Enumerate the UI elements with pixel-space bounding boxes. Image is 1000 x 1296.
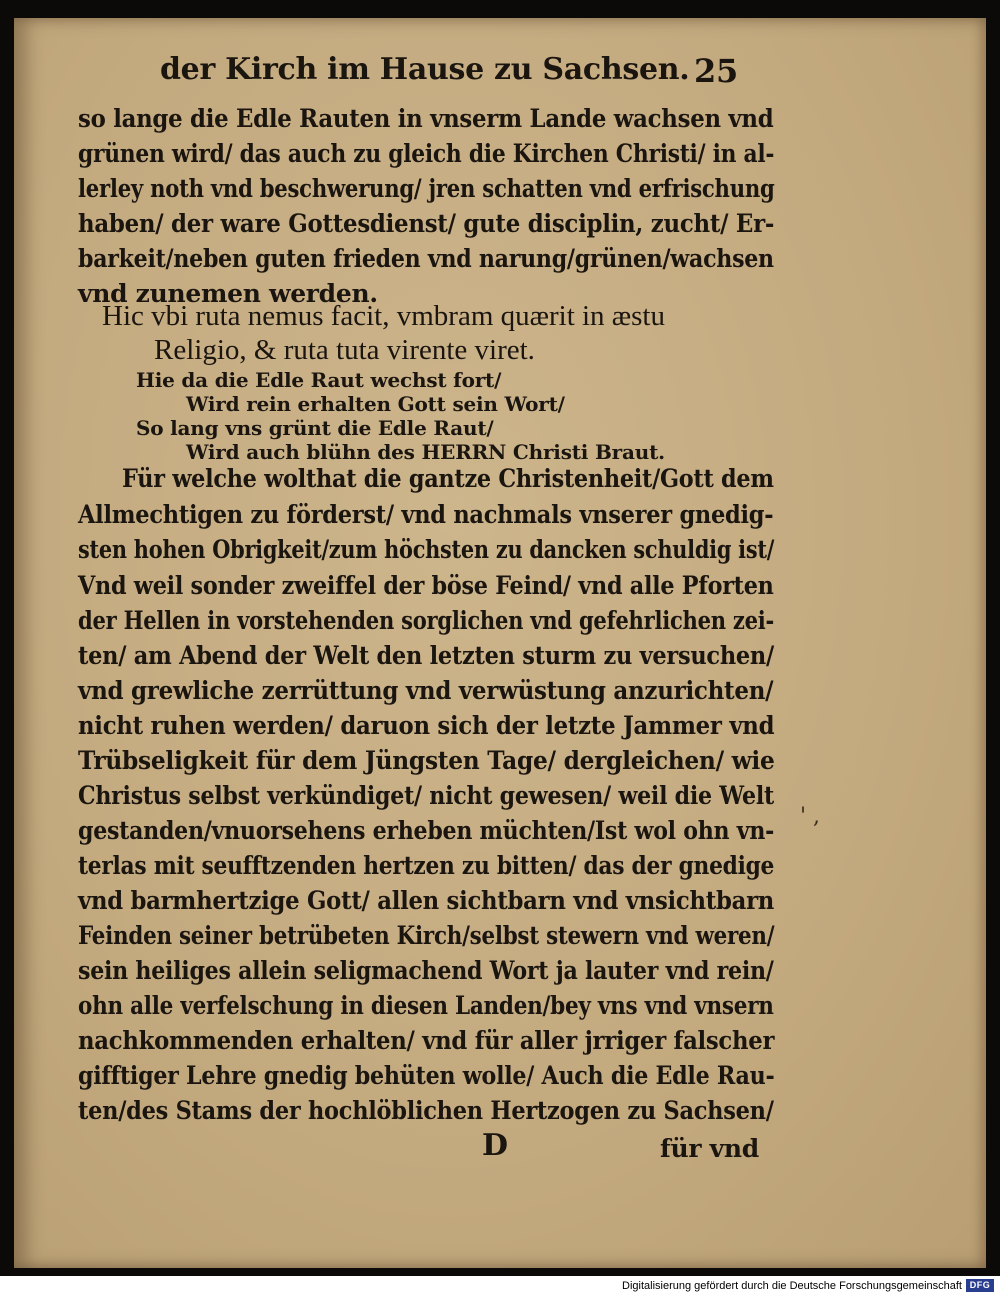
page-text: [14, 18, 986, 1268]
dfg-logo: DFG: [966, 1279, 994, 1292]
german-verse-line: Wird auch blühn des HERRN Christi Braut.: [186, 440, 665, 464]
book-page: [14, 18, 986, 1268]
text-line: vnd barmhertzige Gott/ allen sichtbarn vnd vnsichtbarn: [78, 886, 775, 915]
text-line: grünen wird/ das auch zu gleich die Kirchen Christi/ in al-: [78, 139, 775, 168]
text-line: Feinden seiner betrübeten Kirch/selbst stewern vnd weren/: [78, 921, 775, 950]
text-line: Vnd weil sonder zweiffel der böse Feind/ vnd alle Pforten: [78, 571, 774, 600]
text-line: ohn alle verfelschung in diesen Landen/bey vns vnd vnsern: [78, 991, 774, 1020]
text-line: nicht ruhen werden/ daruon sich der letzte Jammer vnd: [78, 711, 775, 740]
text-line: ten/des Stams der hochlöblichen Hertzogen zu Sachsen/: [78, 1096, 774, 1125]
latin-verse-line: Religio, & ruta tuta virente viret.: [154, 334, 535, 366]
page-number: 25: [694, 52, 738, 90]
text-line: so lange die Edle Rauten in vnserm Lande wachsen vnd: [78, 104, 774, 133]
german-verse-line: Wird rein erhalten Gott sein Wort/: [186, 392, 565, 416]
text-line: sten hohen Obrigkeit/zum höchsten zu dancken schuldig ist/: [78, 535, 775, 564]
text-line: haben/ der ware Gottesdienst/ gute disciplin, zucht/ Er-: [78, 209, 775, 238]
text-line: sein heiliges allein seligmachend Wort ja lauter vnd rein/: [78, 956, 774, 985]
text-line: gifftiger Lehre gnedig behüten wolle/ Auch die Edle Rau-: [78, 1061, 775, 1090]
text-line: ten/ am Abend der Welt den letzten sturm zu versuchen/: [78, 641, 774, 670]
text-line: Trübseligkeit für dem Jüngsten Tage/ dergleichen/ wie: [78, 746, 775, 775]
text-line: vnd grewliche zerrüttung vnd verwüstung anzurichten/: [78, 676, 774, 705]
ink-speck-mark: ' ,: [800, 804, 821, 829]
catchword: für vnd: [660, 1134, 759, 1163]
text-line: Allmechtigen zu förderst/ vnd nachmals vnserer gnedig-: [78, 500, 774, 529]
text-line: barkeit/neben guten frieden vnd narung/grünen/wachsen: [78, 244, 774, 273]
text-line: lerley noth vnd beschwerung/ jren schatten vnd erfrischung: [78, 174, 775, 203]
footer-credit: Digitalisierung gefördert durch die Deutsche Forschungsgemeinschaft: [622, 1280, 962, 1292]
text-line: Christus selbst verkündiget/ nicht gewesen/ weil die Welt: [78, 781, 774, 810]
text-line: vnd zunemen werden.: [78, 279, 378, 308]
german-verse-line: Hie da die Edle Raut wechst fort/: [136, 368, 502, 392]
text-line: terlas mit seufftzenden hertzen zu bitten/ das der gnedige: [78, 851, 775, 880]
signature-mark: D: [482, 1128, 508, 1163]
text-line: nachkommenden erhalten/ vnd für aller jrriger falscher: [78, 1026, 775, 1055]
running-header: der Kirch im Hause zu Sachsen.: [160, 52, 690, 87]
text-line: der Hellen in vorstehenden sorglichen vnd gefehrlichen zei-: [78, 606, 775, 635]
text-line: Für welche wolthat die gantze Christenheit/Gott dem: [122, 464, 774, 493]
latin-verse-line: Hic vbi ruta nemus facit, vmbram quærit in æstu: [102, 300, 665, 332]
footer-bar: [0, 1276, 1000, 1296]
text-line: gestanden/vnuorsehens erheben müchten/Ist wol ohn vn-: [78, 816, 775, 845]
german-verse-line: So lang vns grünt die Edle Raut/: [136, 416, 494, 440]
